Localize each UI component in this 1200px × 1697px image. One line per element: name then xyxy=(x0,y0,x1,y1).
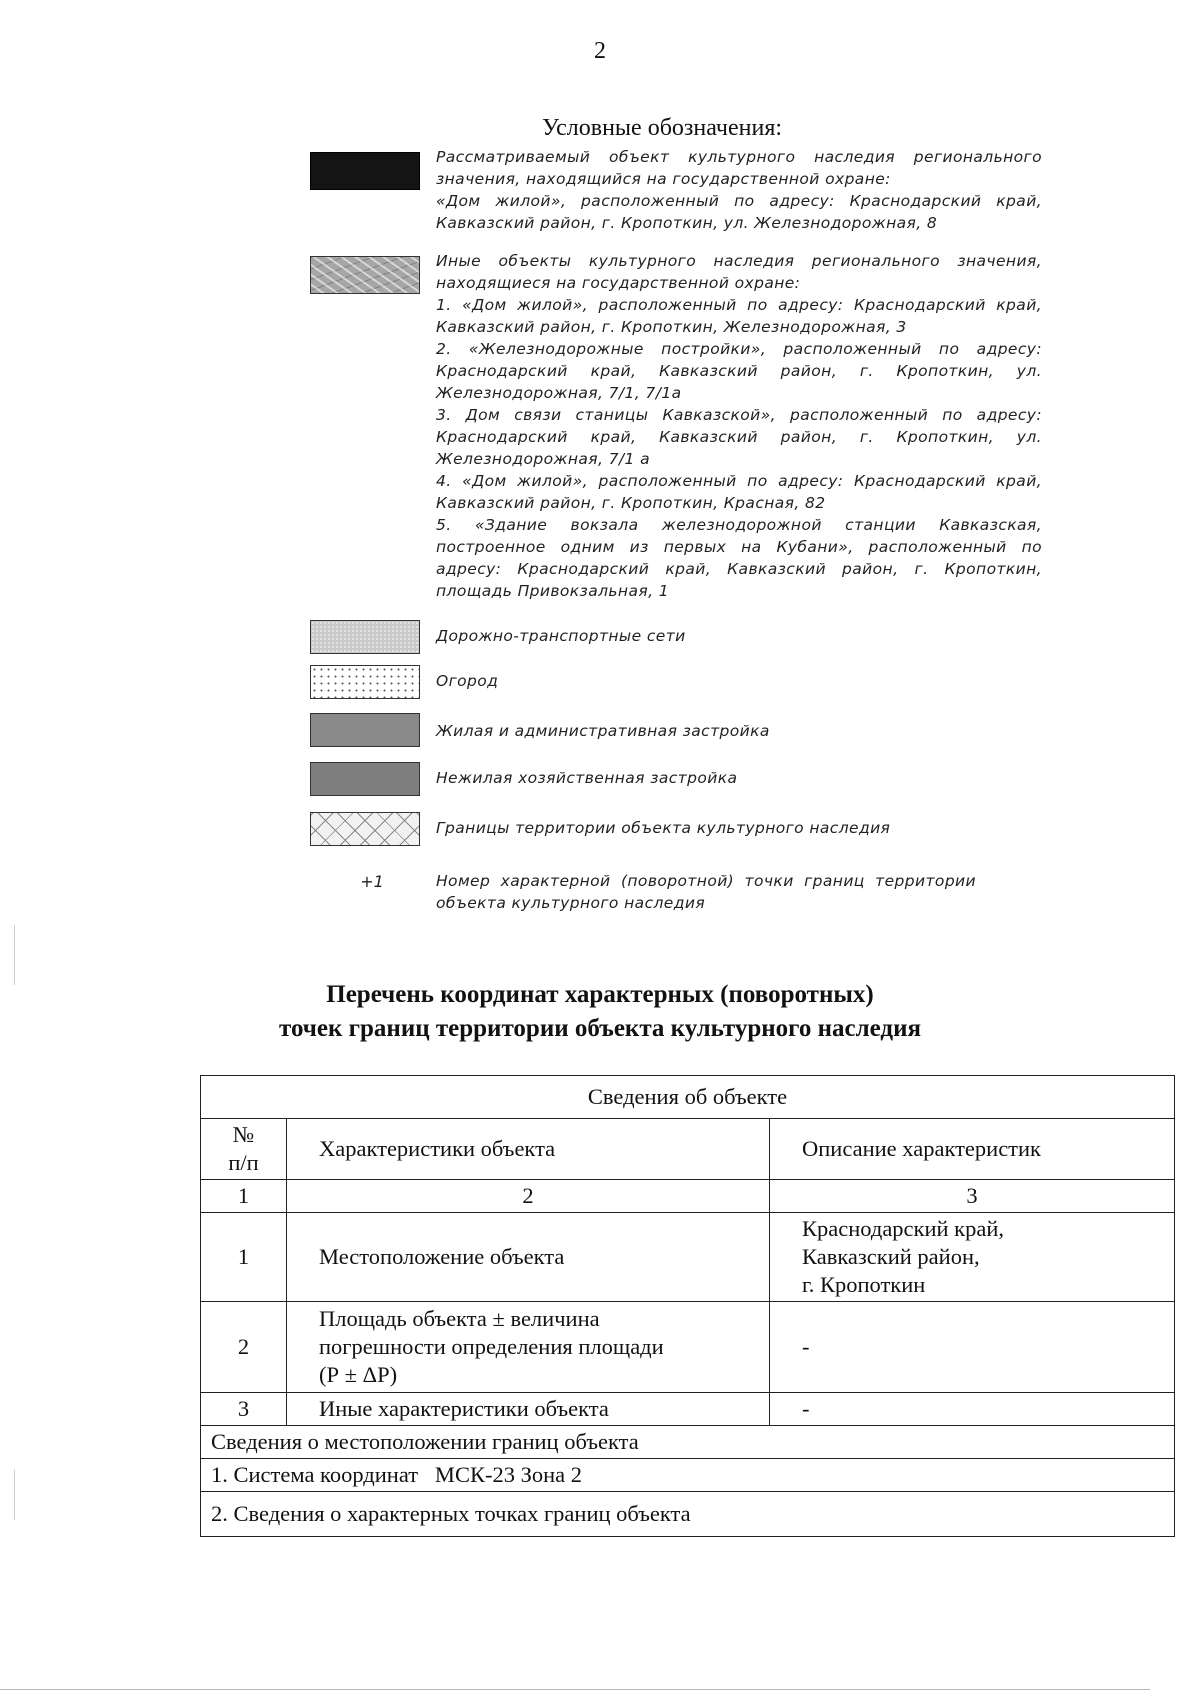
col-num-header: № п/п xyxy=(201,1119,287,1180)
legend-text-object: Рассматриваемый объект культурного наследия регионального значения, находящийся на государственной охране: «Дом жилой», расположенный по адресу: Краснодарский край, Кавказский район, г. Кропоткин, ул. Железнодорожная, 8 xyxy=(436,148,1042,232)
location-header-row xyxy=(201,1426,1175,1459)
table-row xyxy=(201,1393,1175,1426)
row-desc: Краснодарский край, Кавказский район, г. Кропоткин xyxy=(770,1213,1175,1302)
legend-text-garden: Огород xyxy=(436,672,499,690)
legend-title: Условные обозначения: xyxy=(542,115,783,141)
object-info-table xyxy=(200,1075,1175,1537)
column-header-row xyxy=(201,1119,1175,1180)
row-num: 2 xyxy=(201,1302,287,1393)
legend-text-boundary: Границы территории объекта культурного наследия xyxy=(436,819,891,837)
index-cell: 2 xyxy=(287,1180,770,1213)
scan-edge-mark xyxy=(14,925,15,985)
legend-text-roads: Дорожно-транспортные сети xyxy=(436,627,686,645)
scan-edge-mark xyxy=(14,1470,15,1520)
coord-system: 1. Система координат МСК-23 Зона 2 xyxy=(201,1459,1175,1492)
living-swatch-icon xyxy=(310,713,420,747)
legend-text-living: Жилая и административная застройка xyxy=(436,722,770,740)
table-header: Сведения об объекте xyxy=(201,1076,1175,1119)
location-header: Сведения о местоположении границ объекта xyxy=(201,1426,1175,1459)
table-header-row xyxy=(201,1076,1175,1119)
row-num: 3 xyxy=(201,1393,287,1426)
row-char: Площадь объекта ± величина погрешности определения площади (Р ± ΔР) xyxy=(287,1302,770,1393)
points-header-row xyxy=(201,1492,1175,1537)
legend-text-point: Номер характерной (поворотной) точки границ территории объекта культурного наследия xyxy=(436,872,976,912)
legend-text-nonliving: Нежилая хозяйственная застройка xyxy=(436,769,738,787)
table-row xyxy=(201,1302,1175,1393)
col-char-header: Характеристики объекта xyxy=(287,1119,770,1180)
coord-system-row xyxy=(201,1459,1175,1492)
index-row xyxy=(201,1180,1175,1213)
point-number-icon: +1 xyxy=(360,872,384,891)
row-desc: - xyxy=(770,1302,1175,1393)
scan-bottom-edge xyxy=(0,1689,1150,1690)
section-title: Перечень координат характерных (поворотных) точек границ территории объекта культурного наследия xyxy=(279,981,921,1042)
roads-swatch-icon xyxy=(310,620,420,654)
object-swatch-icon xyxy=(310,152,420,190)
row-num: 1 xyxy=(201,1213,287,1302)
col-desc-header: Описание характеристик xyxy=(770,1119,1175,1180)
index-cell: 3 xyxy=(770,1180,1175,1213)
legend-text-other-objects: Иные объекты культурного наследия регионального значения, находящиеся на государственной охране: 1. «Дом жилой», расположенный по адресу: Краснодарский край, Кавказский район, г. Кропоткин, Железнодорожная, 3 2. «Железнодорожные постройки», расположенный по адресу: Краснодарский край, Кавказский район, г. Кропоткин, ул. Железнодорожная, 7/1, 7/1а 3. Дом связи станицы Кавказской», расположенный по адресу: Краснодарский край, Кавказский район, г. Кропоткин, ул. Железнодорожная, 7/1 а 4. «Дом жилой», расположенный по адресу: Краснодарский край, Кавказский район, г. Кропоткин, Красная, 82 5. «Здание вокзала железнодорожной станции Кавказская, построенное одним из первых на Кубани», расположенный по адресу: Краснодарский край, Кавказский район, г. Кропоткин, площадь Привокзальная, 1 xyxy=(436,252,1042,600)
boundary-swatch-icon xyxy=(310,812,420,846)
nonliving-swatch-icon xyxy=(310,762,420,796)
other-objects-swatch-icon xyxy=(310,256,420,294)
garden-swatch-icon xyxy=(310,665,420,699)
index-cell: 1 xyxy=(201,1180,287,1213)
page-number: 2 xyxy=(594,38,606,64)
points-header: 2. Сведения о характерных точках границ объекта xyxy=(201,1492,1175,1537)
row-desc: - xyxy=(770,1393,1175,1426)
row-char: Местоположение объекта xyxy=(287,1213,770,1302)
row-char: Иные характеристики объекта xyxy=(287,1393,770,1426)
table-row xyxy=(201,1213,1175,1302)
